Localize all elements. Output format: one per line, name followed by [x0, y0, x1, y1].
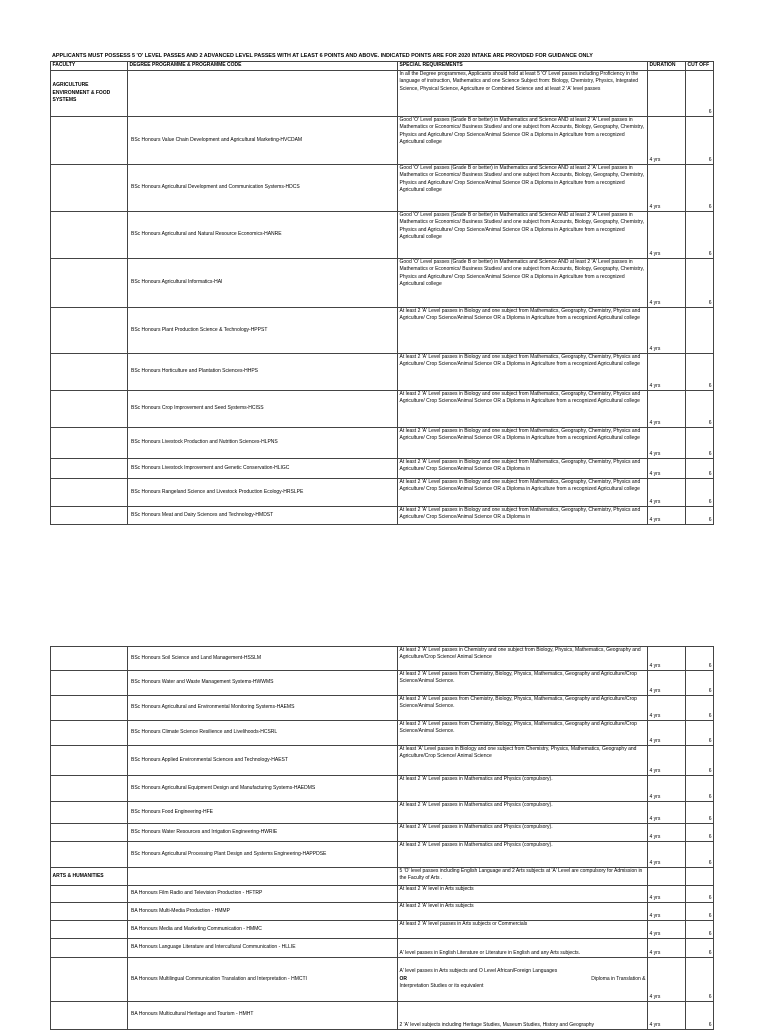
table-row: [51, 746, 714, 776]
cutoff-cell: 6: [686, 165, 714, 212]
faculty-cell: AGRICULTURE ENVIRONMENT & FOOD SYSTEMS: [51, 71, 128, 117]
duration-cell: 4 yrs: [648, 842, 686, 868]
table-row: [51, 802, 714, 824]
requirements-cell: Good 'O' Level passes (Grade B or better) in Mathematics and Science AND at least 2 'A' Level passes in Mathematics or Economics/ Business Studies/ and one subject from Accounts, Biology, Geography, Chemistry, Physics and Agriculture/ Crop Science/Animal Science OR a Diploma in Agriculture from a recognized Agricultural college: [398, 212, 648, 259]
requirements-cell: At least 'A' Level passes in Biology and one subject from Chemistry, Physics, Mathematics, Geography and Agriculture/Crop Science/ Animal Science: [398, 746, 648, 776]
cutoff-cell: 6: [686, 259, 714, 308]
requirements-cell: At least 2 'A' Level passes in Biology and one subject from Mathematics, Geography, Chemistry, Physics and Agriculture/ Crop Science/Animal Science OR a Diploma in Agriculture from a recognized Agricultural college: [398, 308, 648, 354]
table-row: [51, 921, 714, 939]
cutoff-cell: 6: [686, 886, 714, 903]
programme-cell: BSc Honours Food Engineering-HFE: [128, 802, 398, 824]
cutoff-cell: 6: [686, 354, 714, 391]
table-row: [51, 1002, 714, 1030]
requirements-cell: At least 2 'A' Level passes in Biology and one subject from Mathematics, Geography, Chemistry, Physics and Agriculture/ Crop Science/Animal Science OR a Diploma in Agriculture from a recognized Agricultural college: [398, 354, 648, 391]
duration-cell: 4 yrs: [648, 939, 686, 958]
requirements-cell: At least 2 'A' Level passes in Biology and one subject from Mathematics, Geography, Chemistry, Physics and Agriculture/ Crop Science/Animal Science OR a Diploma in: [398, 507, 648, 525]
programme-cell: [128, 71, 398, 117]
cutoff-cell: 6: [686, 507, 714, 525]
table-row: [51, 939, 714, 958]
cutoff-cell: 6: [686, 671, 714, 696]
table-row: [51, 721, 714, 746]
requirements-cell: Good 'O' Level passes (Grade B or better) in Mathematics and Science AND at least 2 'A' Level passes in Mathematics or Economics/ Business Studies/ and one subject from Accounts, Biology, Geography, Chemistry, Physics and Agriculture/ Crop Science/Animal Science OR a Diploma in Agriculture from a recognized Agricultural college: [398, 165, 648, 212]
requirements-cell: At least 2 'A' Level passes in Biology and one subject from Mathematics, Geography, Chemistry, Physics and Agriculture/ Crop Science/Animal Science OR a Diploma in: [398, 459, 648, 479]
duration-cell: 4 yrs: [648, 903, 686, 921]
duration-cell: 4 yrs: [648, 696, 686, 721]
duration-cell: 4 yrs: [648, 165, 686, 212]
cutoff-cell: 6: [686, 117, 714, 165]
duration-column-header: DURATION: [648, 62, 686, 71]
programme-cell: BSc Honours Water and Waste Management Systems-HWWMS: [128, 671, 398, 696]
requirement-diploma: Diploma in Translation &: [591, 975, 646, 982]
duration-cell: 4 yrs: [648, 776, 686, 802]
requirements-cell: At least 2 'A' Level passes in Mathematics and Physics (compulsory).: [398, 824, 648, 842]
cutoff-cell: 6: [686, 479, 714, 507]
programme-cell: BA Honours Media and Marketing Communication - HMMC: [128, 921, 398, 939]
requirements-cell: A' level passes in English Literature or Literature in English and any Arts subjects.: [398, 939, 648, 958]
programme-cell: BSc Honours Agricultural Processing Plant Design and Systems Engineering-HAPPDSE: [128, 842, 398, 868]
programme-cell: BSc Honours Agricultural Informatics-HAI: [128, 259, 398, 308]
table-row: [51, 647, 714, 671]
cutoff-column-header: CUT OFF: [686, 62, 714, 71]
programme-cell: BSc Honours Climate Science Resilience and Livelihoods-HCSRL: [128, 721, 398, 746]
faculty-cell: ARTS & HUMANITIES: [51, 868, 128, 886]
requirements-cell: In all the Degree programmes, Applicants should hold at least 5 'O' Level passes including Proficiency in the language of instruction, Mathematics and one Science Subject from: Biology, Chemistry, Physics, Integrated Science, Physical Science, Agriculture or Combined Science and at least 2 'A' level passes: [398, 71, 648, 117]
programme-cell: BA Honours Film Radio and Television Production - HFTRP: [128, 886, 398, 903]
duration-cell: 4 yrs: [648, 921, 686, 939]
programme-cell: BA Honours Multilingual Communication Translation and Interpretation - HMCTI: [128, 958, 398, 1002]
requirements-cell: At least 2 'A' Level passes from Chemistry, Biology, Physics, Mathematics, Geography and Agriculture/Crop Science/Animal Science.: [398, 671, 648, 696]
table-row: [51, 868, 714, 886]
cutoff-cell: 6: [686, 721, 714, 746]
table-row: [51, 212, 714, 259]
requirement-line: Interpretation Studies or its equivalent: [399, 983, 484, 990]
duration-cell: 4 yrs: [648, 1002, 686, 1030]
requirements-cell: At least 2 'A' Level passes in Mathematics and Physics (compulsory).: [398, 842, 648, 868]
duration-cell: 4 yrs: [648, 308, 686, 354]
programme-cell: BA Honours Multicultural Heritage and Tourism - HMHT: [128, 1002, 398, 1030]
programmes-table-page2: [50, 646, 714, 1030]
table-row: [51, 671, 714, 696]
duration-cell: 4 yrs: [648, 354, 686, 391]
programme-column-header: DEGREE PROGRAMME & PROGRAMME CODE: [128, 62, 398, 71]
duration-cell: 4 yrs: [648, 647, 686, 671]
admission-note: APPLICANTS MUST POSSESS 5 'O' LEVEL PASSES AND 2 ADVANCED LEVEL PASSES WITH AT LEAST 6 POINTS AND ABOVE. INDICATED POINTS ARE FOR 2020 INTAKE ARE PROVIDED FOR GUIDANCE ONLY: [52, 53, 593, 59]
table-row: [51, 776, 714, 802]
table-row: [51, 842, 714, 868]
duration-cell: 4 yrs: [648, 802, 686, 824]
programme-cell: BSc Honours Applied Environmental Sciences and Technology-HAEST: [128, 746, 398, 776]
cutoff-cell: 6: [686, 842, 714, 868]
faculty-column-header: FACULTY: [51, 62, 128, 71]
duration-cell: 4 yrs: [648, 117, 686, 165]
table-row: [51, 391, 714, 428]
requirements-cell: At least 2 'A' level in Arts subjects: [398, 886, 648, 903]
programme-cell: BSc Honours Agricultural and Natural Resource Economics-HANRE: [128, 212, 398, 259]
programme-cell: BSc Honours Crop Improvement and Seed Systems-HCISS: [128, 391, 398, 428]
cutoff-cell: [686, 308, 714, 354]
requirements-cell: At least 2 'A' Level passes in Mathematics and Physics (compulsory).: [398, 776, 648, 802]
table-row: [51, 165, 714, 212]
table-row: [51, 428, 714, 459]
table-row: [51, 903, 714, 921]
cutoff-cell: 6: [686, 824, 714, 842]
duration-cell: 4 yrs: [648, 507, 686, 525]
programme-cell: BSc Honours Livestock Improvement and Genetic Conservation-HLIGC: [128, 459, 398, 479]
duration-cell: 4 yrs: [648, 824, 686, 842]
programme-cell: BSc Honours Water Resources and Irrigation Engineering-HWRIE: [128, 824, 398, 842]
duration-cell: 4 yrs: [648, 391, 686, 428]
table-row: [51, 507, 714, 525]
cutoff-cell: 6: [686, 428, 714, 459]
duration-cell: 4 yrs: [648, 428, 686, 459]
programme-cell: BA Honours Multi-Media Production - HMMP: [128, 903, 398, 921]
duration-cell: 4 yrs: [648, 459, 686, 479]
cutoff-cell: 6: [686, 939, 714, 958]
programme-cell: BSc Honours Rangeland Science and Livestock Production Ecology-HRSLPE: [128, 479, 398, 507]
duration-cell: 4 yrs: [648, 886, 686, 903]
programme-cell: BSc Honours Plant Production Science & Technology-HPPST: [128, 308, 398, 354]
requirements-cell: At least 2 'A' Level passes in Biology and one subject from Mathematics, Geography, Chemistry, Physics and Agriculture/ Crop Science/Animal Science OR a Diploma in Agriculture from a recognized Agricultural college: [398, 428, 648, 459]
requirements-column-header: SPECIAL REQUIREMENTS: [398, 62, 648, 71]
table-row: [51, 259, 714, 308]
duration-cell: 4 yrs: [648, 958, 686, 1002]
cutoff-cell: 6: [686, 958, 714, 1002]
programme-cell: BSc Honours Livestock Production and Nutrition Sciences-HLPNS: [128, 428, 398, 459]
requirements-cell: At least 2 'A' level passes in Arts subjects or Commercials: [398, 921, 648, 939]
cutoff-cell: 6: [686, 459, 714, 479]
programme-cell: BSc Honours Horticulture and Plantation Sciences-HHPS: [128, 354, 398, 391]
programme-cell: BSc Honours Soil Science and Land Management-HSSLM: [128, 647, 398, 671]
programme-cell: BSc Honours Agricultural Development and Communication Systems-HDCS: [128, 165, 398, 212]
table-row: [51, 71, 714, 117]
requirement-line: A' level passes in Arts subjects and O Level African/Foreign Languages: [399, 968, 558, 975]
requirements-cell: Good 'O' Level passes (Grade B or better) in Mathematics and Science AND at least 2 'A' Level passes in Mathematics or Economics/ Business Studies/ and one subject from Accounts, Biology, Geography, Chemistry, Physics and Agriculture/ Crop Science/Animal Science OR a Diploma in Agriculture from a recognized Agricultural college: [398, 117, 648, 165]
cutoff-cell: 6: [686, 1002, 714, 1030]
cutoff-cell: 6: [686, 212, 714, 259]
duration-cell: 4 yrs: [648, 479, 686, 507]
table-row: [51, 308, 714, 354]
requirements-cell: At least 2 'A' Level passes from Chemistry, Biology, Physics, Mathematics, Geography and Agriculture/Crop Science/Animal Science.: [398, 721, 648, 746]
programme-cell: [128, 868, 398, 886]
cutoff-cell: 6: [686, 802, 714, 824]
duration-cell: 4 yrs: [648, 721, 686, 746]
requirements-cell: [398, 958, 648, 1002]
table-row: [51, 354, 714, 391]
table-row: [51, 886, 714, 903]
requirements-cell: 2 'A' level subjects including Heritage Studies, Museum Studies, History and Geography: [398, 1002, 648, 1030]
programme-cell: BSc Honours Meat and Dairy Sciences and Technology-HMDST: [128, 507, 398, 525]
requirements-cell: At least 2 'A' level in Arts subjects: [398, 903, 648, 921]
cutoff-cell: 6: [686, 696, 714, 721]
cutoff-cell: 6: [686, 921, 714, 939]
cutoff-cell: 6: [686, 746, 714, 776]
cutoff-cell: 6: [686, 391, 714, 428]
programmes-table-page1: [50, 61, 714, 525]
table-row: [51, 479, 714, 507]
table-row: [51, 117, 714, 165]
duration-cell: 4 yrs: [648, 212, 686, 259]
requirements-cell: At least 2 'A' Level passes from Chemistry, Biology, Physics, Mathematics, Geography and Agriculture/Crop Science/Animal Science.: [398, 696, 648, 721]
programme-cell: BA Honours Language Literature and Intercultural Communication - HLLIE: [128, 939, 398, 958]
requirements-cell: At least 2 'A' Level passes in Chemistry and one subject from Biology, Physics, Mathematics, Geography and Agriculture/Crop Science/ Animal Science: [398, 647, 648, 671]
cutoff-cell: 6: [686, 71, 714, 117]
duration-cell: 4 yrs: [648, 671, 686, 696]
table-row: [51, 958, 714, 1002]
cutoff-cell: 6: [686, 903, 714, 921]
programme-cell: BSc Honours Agricultural and Environmental Monitoring Systems-HAEMS: [128, 696, 398, 721]
cutoff-cell: 6: [686, 647, 714, 671]
requirements-cell: At least 2 'A' Level passes in Biology and one subject from Mathematics, Geography, Chemistry, Physics and Agriculture/ Crop Science/Animal Science OR a Diploma in Agriculture from a recognized Agricultural college: [398, 479, 648, 507]
requirements-cell: 5 'O' level passes including English Language and 2 Arts subjects at 'A' Level are compulsory for Admission in the Faculty of Arts .: [398, 868, 648, 886]
table-row: [51, 459, 714, 479]
or-label: OR: [399, 975, 407, 982]
requirements-cell: Good 'O' Level passes (Grade B or better) in Mathematics and Science AND at least 2 'A' Level passes in Mathematics or Economics/ Business Studies/ and one subject from Accounts, Biology, Geography, Chemistry, Physics and Agriculture/ Crop Science/Animal Science OR a Diploma in Agriculture from a recognized Agricultural college: [398, 259, 648, 308]
table-row: [51, 696, 714, 721]
duration-cell: 4 yrs: [648, 746, 686, 776]
requirement-or-line: [400, 976, 646, 983]
programme-cell: BSc Honours Agricultural Equipment Design and Manufacturing Systems-HAEDMS: [128, 776, 398, 802]
duration-cell: [648, 71, 686, 117]
requirements-cell: At least 2 'A' Level passes in Biology and one subject from Mathematics, Geography, Chemistry, Physics and Agriculture/ Crop Science/Animal Science OR a Diploma in Agriculture from a recognized Agricultural college: [398, 391, 648, 428]
requirements-cell: At least 2 'A' Level passes in Mathematics and Physics (compulsory).: [398, 802, 648, 824]
programme-cell: BSc Honours Value Chain Development and Agricultural Marketing-HVCDAM: [128, 117, 398, 165]
column-header-row: [51, 62, 714, 71]
cutoff-cell: 6: [686, 776, 714, 802]
table-row: [51, 824, 714, 842]
duration-cell: 4 yrs: [648, 259, 686, 308]
